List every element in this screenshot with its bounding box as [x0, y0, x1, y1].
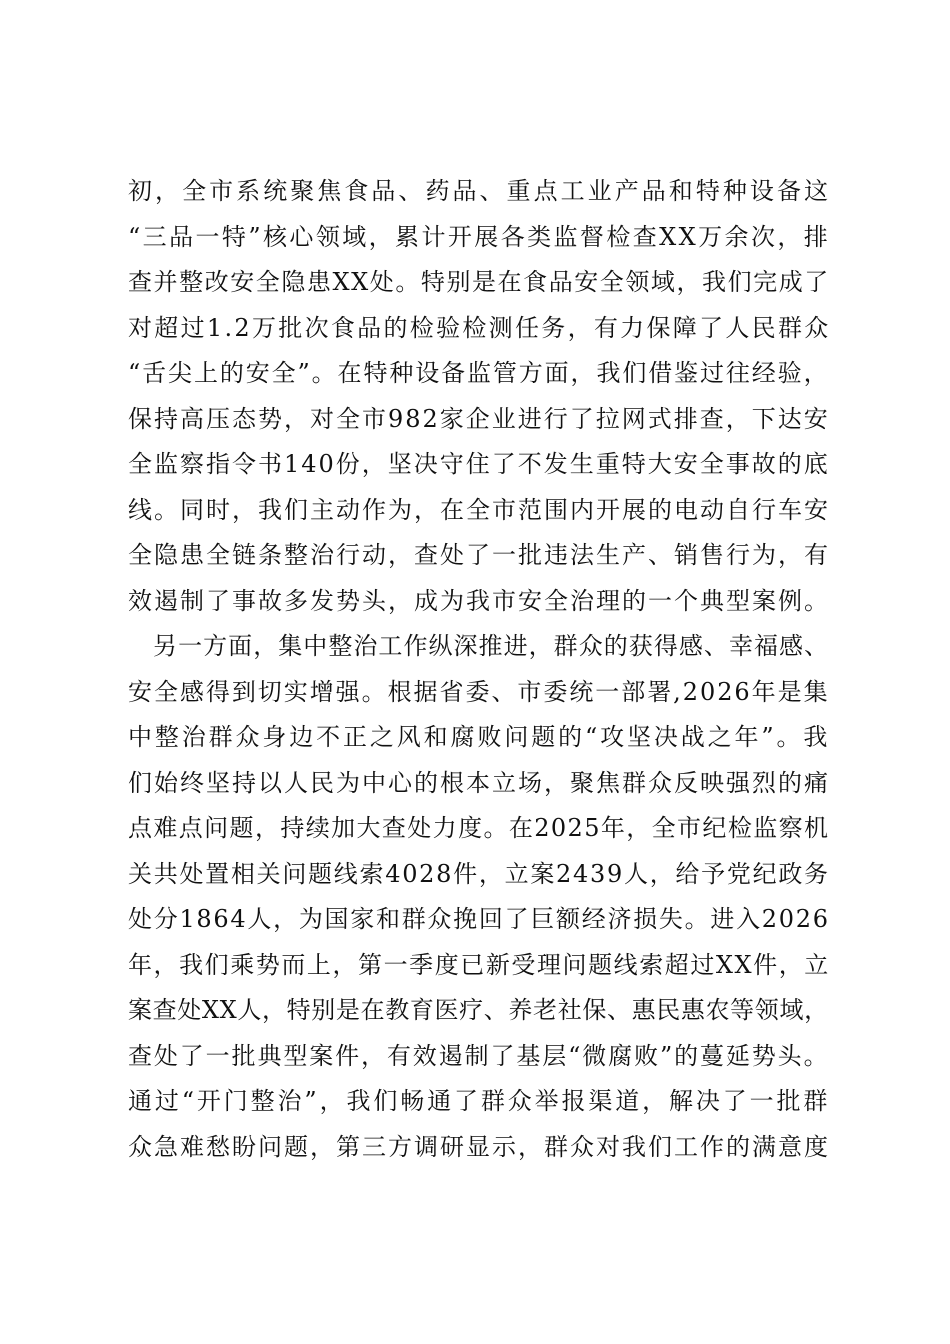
text-line: 全监察指令书140份，坚决守住了不发生重特大安全事故的底 — [128, 450, 830, 478]
text-line: 查并整改安全隐患XX处。特别是在食品安全领域，我们完成了 — [128, 268, 830, 296]
text-line: 年，我们乘势而上，第一季度已新受理问题线索超过XX件，立 — [128, 950, 830, 979]
text-line: “三品一特”核心领域，累计开展各类监督检查XX万余次，排 — [128, 222, 831, 251]
text-line: “舌尖上的安全”。在特种设备监管方面，我们借鉴过往经验， — [128, 359, 830, 387]
text-line: 通过“开门整治”，我们畅通了群众举报渠道，解决了一批群 — [128, 1087, 831, 1115]
text-line: 点难点问题，持续加大查处力度。在2025年，全市纪检监察机 — [128, 814, 830, 842]
text-line: 们始终坚持以人民为中心的根本立场，聚焦群众反映强烈的痛 — [128, 768, 830, 797]
text-line: 初，全市系统聚焦食品、药品、重点工业产品和特种设备这 — [128, 177, 832, 205]
text-line: 安全感得到切实增强。根据省委、市委统一部署,2026年是集 — [128, 677, 830, 706]
text-line: 另一方面，集中整治工作纵深推进，群众的获得感、幸福感、 — [128, 632, 830, 660]
text-line: 中整治群众身边不正之风和腐败问题的“攻坚决战之年”。我 — [128, 723, 831, 751]
text-line: 案查处XX人，特别是在教育医疗、养老社保、惠民惠农等领域， — [128, 996, 829, 1024]
text-line: 线。同时，我们主动作为，在全市范围内开展的电动自行车安 — [128, 495, 830, 524]
text-line: 效遏制了事故多发势头，成为我市安全治理的一个典型案例。 — [128, 586, 830, 615]
text-line: 全隐患全链条整治行动，查处了一批违法生产、销售行为，有 — [128, 541, 830, 569]
text-line: 查处了一批典型案件，有效遏制了基层“微腐败”的蔓延势头。 — [128, 1041, 830, 1070]
text-line: 处分1864人，为国家和群众挽回了巨额经济损失。进入2026 — [128, 905, 830, 933]
text-line: 关共处置相关问题线索4028件，立案2439人，给予党纪政务 — [128, 859, 830, 888]
text-line: 众急难愁盼问题，第三方调研显示，群众对我们工作的满意度 — [128, 1132, 830, 1161]
body-text — [128, 169, 832, 1170]
text-line: 对超过1.2万批次食品的检验检测任务，有力保障了人民群众 — [128, 313, 831, 342]
text-line: 保持高压态势，对全市982家企业进行了拉网式排查，下达安 — [128, 404, 830, 433]
